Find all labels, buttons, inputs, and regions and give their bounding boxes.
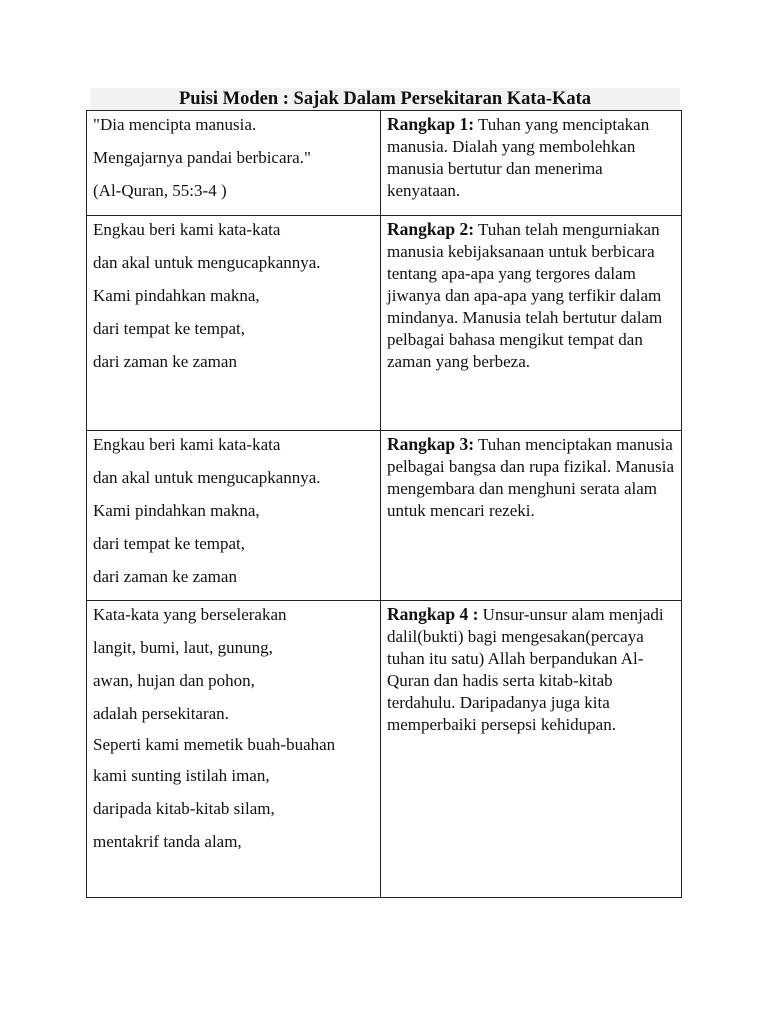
poem-cell [87, 601, 381, 898]
stanza-label: Rangkap 4 : [387, 604, 479, 624]
poem-line: daripada kitab-kitab silam, [93, 799, 275, 818]
poem-line: dan akal untuk mengucapkannya. [93, 253, 321, 272]
poem-line: Engkau beri kami kata-kata [93, 435, 281, 454]
poem-line: kami sunting istilah iman, [93, 766, 270, 785]
explanation-cell [381, 216, 682, 431]
stanza-label: Rangkap 3: [387, 434, 475, 454]
poem-line: awan, hujan dan pohon, [93, 671, 255, 690]
table-row [87, 111, 682, 216]
document-title: Puisi Moden : Sajak Dalam Persekitaran Kata-Kata [178, 89, 592, 109]
stanza-explanation: Tuhan telah mengurniakan manusia kebijaksanaan untuk berbicara tentang apa-apa yang tergores dalam jiwanya dan apa-apa yang terfikir dalam mindanya. Manusia telah bertutur dalam pelbagai bahasa mengikut tempat dan zaman yang berbeza. [387, 220, 663, 371]
stanza-explanation: Tuhan yang menciptakan manusia. Dialah yang membolehkan manusia bertutur dan menerima kenyataan. [387, 115, 650, 200]
table-row [87, 431, 682, 601]
poem-line: langit, bumi, laut, gunung, [93, 638, 273, 657]
poem-line: dan akal untuk mengucapkannya. [93, 468, 321, 487]
poem-line: adalah persekitaran. [93, 704, 229, 723]
explanation-cell [381, 601, 682, 898]
poem-line: Kata-kata yang berselerakan [93, 605, 287, 624]
poem-line: dari tempat ke tempat, [93, 534, 245, 553]
poem-line: dari tempat ke tempat, [93, 319, 245, 338]
poem-line: dari zaman ke zaman [93, 567, 237, 586]
stanza-label: Rangkap 1: [387, 114, 475, 134]
stanza-label: Rangkap 2: [387, 219, 475, 239]
poem-line: Seperti kami memetik buah-buahan [93, 735, 336, 754]
explanation-cell [381, 111, 682, 216]
poem-line: (Al-Quran, 55:3-4 ) [93, 181, 227, 200]
poem-line: Mengajarnya pandai berbicara." [93, 148, 311, 167]
stanza-explanation: Tuhan menciptakan manusia pelbagai bangsa dan rupa fizikal. Manusia mengembara dan menghuni serata alam untuk mencari rezeki. [387, 435, 675, 520]
explanation-cell [381, 431, 682, 601]
poem-line: mentakrif tanda alam, [93, 832, 242, 851]
poem-line: Kami pindahkan makna, [93, 501, 260, 520]
poem-cell [87, 431, 381, 601]
stanza-explanation: Unsur-unsur alam menjadi dalil(bukti) bagi mengesakan(percaya tuhan itu satu) Allah berpandukan Al-Quran dan hadis serta kitab-kitab terdahulu. Daripadanya juga kita memperbaiki persepsi kehidupan. [387, 605, 664, 734]
poem-line: dari zaman ke zaman [93, 352, 237, 371]
poem-line: Engkau beri kami kata-kata [93, 220, 281, 239]
poem-cell [87, 111, 381, 216]
poem-line: Kami pindahkan makna, [93, 286, 260, 305]
poem-table [86, 110, 682, 898]
table-row [87, 216, 682, 431]
poem-line: "Dia mencipta manusia. [93, 115, 257, 134]
poem-cell [87, 216, 381, 431]
table-row [87, 601, 682, 898]
